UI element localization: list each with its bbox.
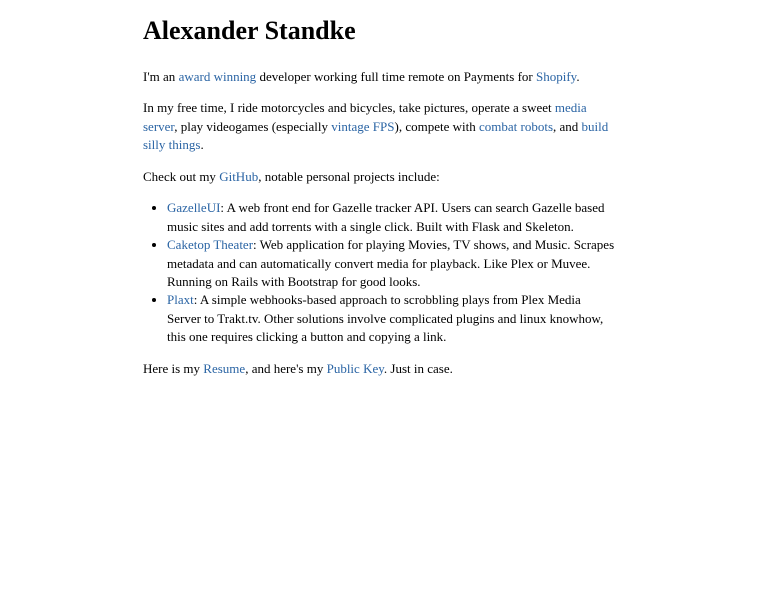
plaxt-link[interactable]: Plaxt: [167, 292, 194, 308]
footer-paragraph: Here is my Resume, and here's my Public Key. Just in case.: [143, 360, 453, 376]
build-silly-things-link[interactable]: build silly things: [143, 118, 609, 153]
intro-paragraph: I'm an award winning developer working full time remote on Payments for Shopify.: [143, 68, 580, 84]
project-item-plaxt: • Plaxt: A simple webhooks-based approach to scrobbling plays from Plex Media Server to Trakt.tv. Other solutions involve complicated plugins and linux knowhow, this one requires clicking a button and copying a link.: [167, 291, 617, 346]
caketop-theater-link[interactable]: Caketop Theater: [167, 237, 254, 253]
combat-robots-link[interactable]: combat robots: [478, 118, 553, 134]
gazelleui-link[interactable]: GazelleUI: [167, 200, 221, 216]
hobbies-paragraph: In my free time, I ride motorcycles and bicycles, take pictures, operate a sweet media server, play videogames (especially vintage FPS), compete with combat robots, and build silly things.: [143, 100, 609, 153]
shopify-link[interactable]: Shopify: [535, 68, 577, 84]
award-winning-link[interactable]: award winning: [178, 68, 257, 84]
projects-intro-paragraph: Check out my GitHub, notable personal projects include:: [143, 168, 440, 184]
project-item-gazelleui: • GazelleUI: A web front end for Gazelle tracker API. Users can search Gazelle based music sites and add torrents with a single click. Built with Flask and Skeleton.: [167, 199, 617, 236]
page: [143, 0, 617, 378]
github-link[interactable]: GitHub: [219, 168, 259, 184]
resume-link[interactable]: Resume: [203, 360, 246, 376]
page-title: Alexander Standke: [143, 16, 356, 45]
media-server-link[interactable]: media server: [143, 100, 587, 134]
project-item-caketop-theater: • Caketop Theater: Web application for playing Movies, TV shows, and Music. Scrapes metadata and can automatically convert media for playback. Like Plex or Muvee. Running on Rails with Bootstrap for good looks.: [167, 236, 617, 291]
projects-list: [143, 199, 617, 347]
public-key-link[interactable]: Public Key: [326, 360, 384, 376]
vintage-fps-link[interactable]: vintage FPS: [331, 118, 395, 134]
